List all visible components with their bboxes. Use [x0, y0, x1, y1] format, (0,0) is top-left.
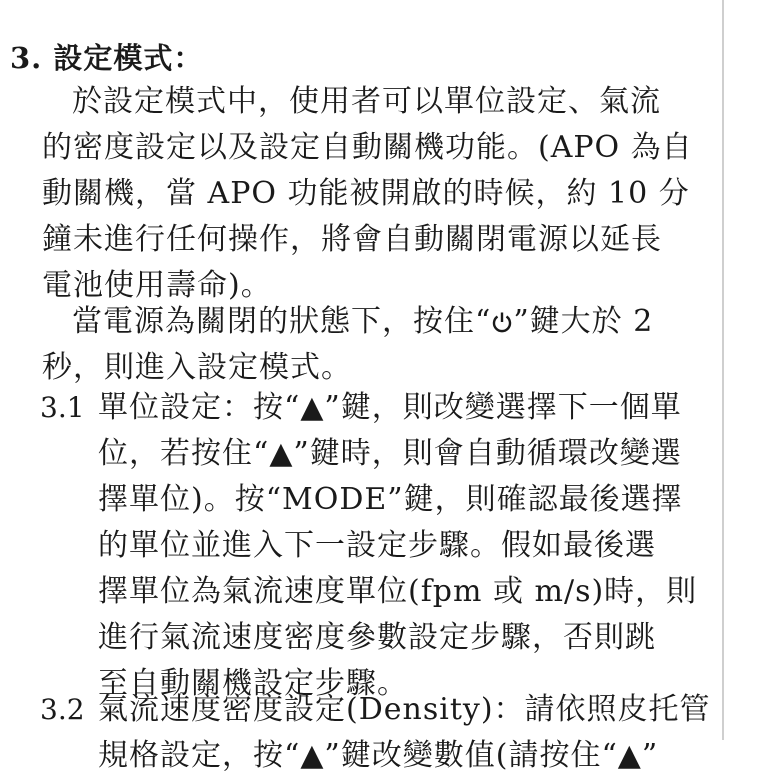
- para1-line-2: 的密度設定以及設定自動關機功能。(APO 為自: [42, 130, 693, 165]
- para2-line-1: [72, 300, 653, 344]
- para1-line-4: 鐘未進行任何操作，將會自動關閉電源以延長: [42, 222, 662, 257]
- para2-text-before-icon: 當電源為關閉的狀態下，按住“: [72, 304, 492, 339]
- para2-text-after-icon: ”鍵大於 2: [513, 304, 654, 339]
- item-3-1-line-2: 位，若按住“▲”鍵時，則會自動循環改變選: [98, 436, 682, 471]
- item-3-1-line-1: 單位設定：按“▲”鍵，則改變選擇下一個單: [98, 390, 682, 425]
- item-3-1-line-4: 的單位並進入下一設定步驟。假如最後選: [98, 528, 656, 563]
- para1-line-1: 於設定模式中，使用者可以單位設定、氣流: [72, 84, 661, 119]
- page-edge-divider: [722, 0, 724, 740]
- item-3-1-line-7: 至自動關機設定步驟。: [98, 666, 408, 701]
- item-3-1-line-3: 擇單位)。按“MODE”鍵，則確認最後選擇: [98, 482, 683, 517]
- item-3-2-line-2: 規格設定，按“▲”鍵改變數值(請按住“▲”: [98, 738, 659, 773]
- power-icon: [491, 311, 513, 333]
- section-heading: 3. 設定模式：: [10, 41, 204, 75]
- para1-line-3: 動關機，當 APO 功能被開啟的時候，約 10 分: [42, 176, 690, 211]
- item-3-1-number: 3.1: [40, 391, 85, 424]
- item-3-1-line-5: 擇單位為氣流速度單位(fpm 或 m/s)時，則: [98, 574, 698, 609]
- para2-line-2: 秒，則進入設定模式。: [42, 350, 352, 385]
- para1-line-5: 電池使用壽命)。: [42, 268, 272, 303]
- item-3-2-line-1: 氣流速度密度設定(Density)：請依照皮托管: [98, 692, 711, 727]
- item-3-1-line-6: 進行氣流速度密度參數設定步驟，否則跳: [98, 620, 656, 655]
- item-3-2-number: 3.2: [40, 693, 85, 726]
